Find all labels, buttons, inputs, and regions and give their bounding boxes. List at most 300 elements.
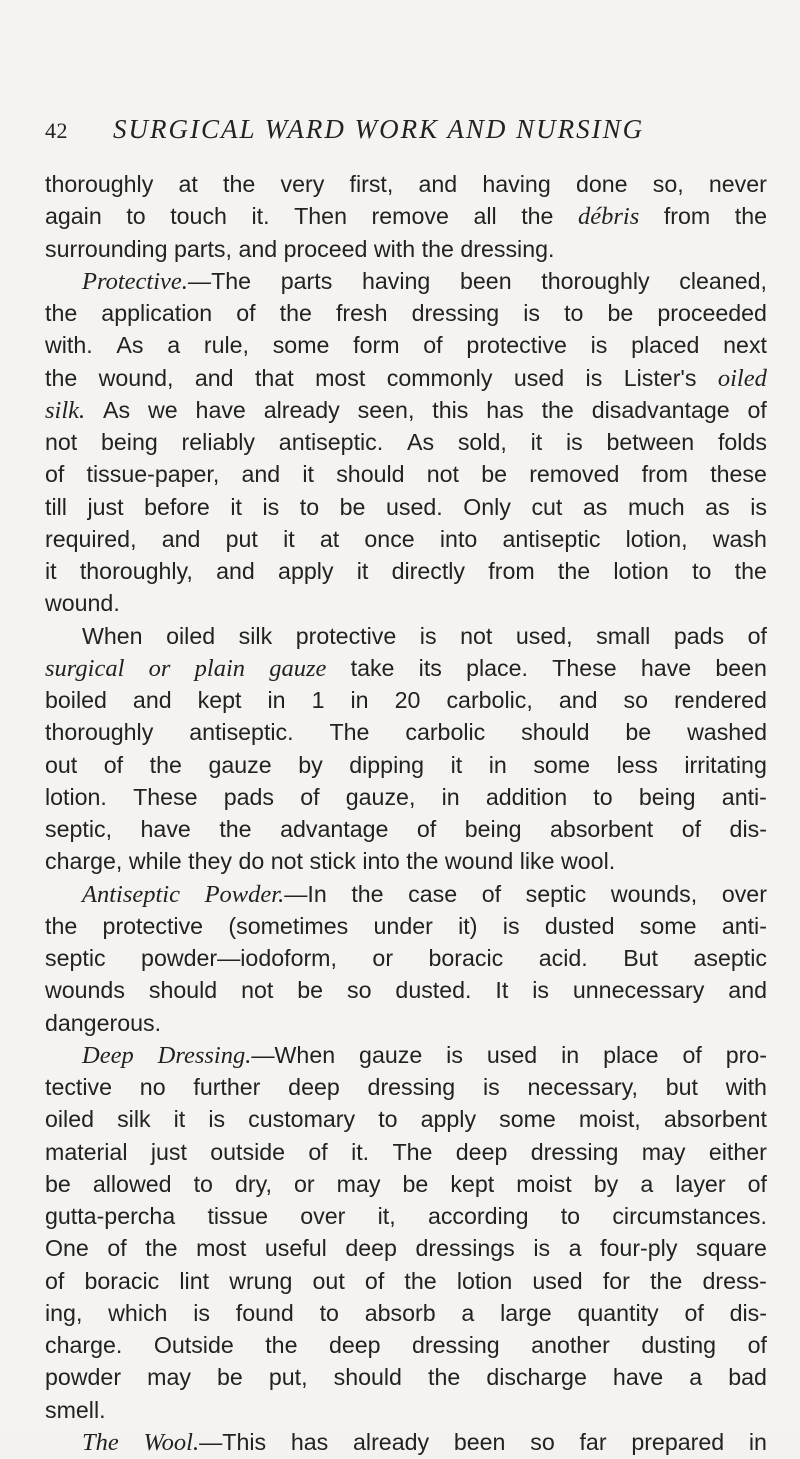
word-part: to	[193, 1170, 213, 1197]
word-part: dangerous.	[45, 1009, 162, 1036]
word	[722, 781, 767, 813]
word-part: used	[513, 364, 565, 391]
word-part: just	[87, 493, 124, 520]
word	[116, 329, 143, 361]
word	[486, 394, 523, 426]
word	[463, 491, 511, 523]
word	[144, 1426, 267, 1458]
word	[224, 781, 274, 813]
word	[45, 813, 112, 845]
word	[692, 555, 711, 587]
word-part: and	[194, 364, 234, 391]
word-part: a	[640, 1170, 654, 1197]
word-part: dis-	[729, 816, 767, 842]
word-part: these	[710, 461, 767, 488]
word	[312, 684, 325, 716]
word-part: necessary,	[527, 1074, 638, 1100]
word-part: It	[495, 977, 509, 1004]
word-part: very	[280, 171, 325, 197]
word	[378, 1103, 397, 1135]
word-part: it	[450, 751, 463, 778]
text-line	[45, 587, 767, 619]
word-part: should	[333, 1364, 402, 1391]
word-part: the	[734, 203, 767, 230]
word	[735, 200, 767, 232]
word	[268, 684, 286, 716]
word-part: while	[128, 848, 182, 875]
word-part: These	[552, 654, 617, 681]
word	[208, 1103, 225, 1135]
word	[320, 1297, 339, 1329]
word	[198, 684, 242, 716]
word-part: dusted.	[395, 977, 472, 1004]
word-part: the	[149, 751, 182, 778]
italic-text: gauze	[269, 654, 327, 682]
word-part: used,	[515, 622, 573, 649]
word	[710, 458, 767, 490]
word-part: customary	[248, 1106, 356, 1133]
text-line	[45, 781, 767, 813]
word-part: dressings	[415, 1235, 515, 1262]
word	[650, 1265, 682, 1297]
word	[45, 297, 77, 329]
word-part: wound.	[45, 590, 120, 617]
word-part: being	[101, 429, 158, 455]
word-part: further	[193, 1074, 261, 1100]
word	[362, 265, 430, 297]
word-part: again	[45, 203, 102, 230]
word	[427, 458, 459, 490]
word-part: dressing	[412, 1332, 500, 1358]
text-line	[45, 1039, 767, 1071]
word	[80, 555, 193, 587]
word-part: the	[45, 300, 78, 326]
word	[684, 1297, 703, 1329]
word-part: at	[178, 171, 198, 197]
word-part: kept	[197, 687, 242, 713]
word	[613, 1361, 663, 1393]
word-part: As	[406, 429, 435, 455]
word-part: circumstances.	[612, 1203, 767, 1229]
word-part: to	[593, 783, 613, 810]
word-part: it	[230, 493, 242, 520]
word	[486, 1361, 587, 1393]
word-part: in	[488, 751, 507, 778]
word-part: out	[312, 1267, 345, 1294]
word-part: of	[308, 1138, 328, 1165]
word	[353, 329, 399, 361]
word-part: is	[208, 1106, 226, 1133]
word	[350, 168, 394, 200]
word-part: and	[418, 171, 458, 197]
word	[368, 1071, 456, 1103]
body-text	[45, 168, 767, 1458]
word	[406, 845, 438, 877]
word	[483, 1071, 500, 1103]
word-part: according	[427, 1203, 529, 1229]
word	[281, 265, 333, 297]
word-part: is	[590, 332, 608, 359]
word-part: a	[568, 1235, 582, 1262]
word-part: wrung	[229, 1267, 293, 1294]
word	[45, 329, 93, 361]
word	[374, 910, 433, 942]
word	[279, 426, 383, 458]
word-part: having	[482, 171, 551, 197]
word	[499, 1103, 556, 1135]
word	[269, 1361, 308, 1393]
word-part: —The	[187, 267, 252, 294]
word-part: a	[461, 1299, 475, 1326]
word	[345, 1232, 397, 1264]
word-part: it	[45, 558, 57, 584]
word-part: it,	[377, 1203, 396, 1229]
word	[374, 233, 415, 265]
word	[664, 1103, 767, 1135]
word	[735, 555, 767, 587]
word	[133, 781, 197, 813]
word	[166, 620, 215, 652]
word	[359, 1039, 422, 1071]
word-part: boracic	[84, 1267, 160, 1294]
word	[586, 362, 603, 394]
word	[722, 910, 767, 942]
word-part: thoroughly,	[79, 558, 193, 584]
word-part: lotion,	[625, 525, 688, 552]
word	[440, 523, 477, 555]
word	[748, 620, 767, 652]
text-line	[45, 265, 767, 297]
word-part: that	[254, 364, 294, 391]
word	[682, 813, 701, 845]
word	[531, 426, 543, 458]
word-part: of	[747, 1332, 767, 1358]
word	[45, 652, 124, 684]
word-part: in	[350, 687, 369, 713]
word-part: large	[500, 1299, 552, 1326]
word	[445, 845, 513, 877]
word	[730, 1297, 767, 1329]
word-part: protective	[102, 912, 204, 939]
word	[682, 1039, 701, 1071]
word	[625, 716, 651, 748]
italic-text: débris	[578, 203, 640, 231]
word	[45, 168, 153, 200]
word	[641, 1329, 716, 1361]
word	[728, 1361, 767, 1393]
word-part: material	[45, 1138, 128, 1165]
text-line	[45, 1426, 767, 1458]
word-part: of	[747, 622, 767, 649]
word	[674, 620, 724, 652]
word	[608, 297, 634, 329]
text-line	[45, 491, 767, 523]
word	[541, 265, 649, 297]
word	[129, 845, 182, 877]
word-part: it	[283, 525, 295, 552]
word	[583, 491, 608, 523]
word-part: absorb	[364, 1299, 436, 1326]
text-line	[45, 974, 767, 1006]
word	[624, 684, 649, 716]
word	[422, 233, 454, 265]
word	[45, 1007, 161, 1039]
word	[216, 555, 255, 587]
word	[531, 1329, 610, 1361]
word-part: done	[575, 171, 628, 197]
word-part: used.	[385, 493, 443, 520]
word	[404, 1265, 436, 1297]
word-part: folds	[717, 429, 767, 455]
word	[473, 200, 496, 232]
word	[193, 1297, 210, 1329]
word	[265, 1232, 327, 1264]
word-part: have	[612, 1364, 664, 1391]
word-part: under	[373, 912, 433, 939]
word-part: stick	[309, 848, 356, 875]
word	[353, 1426, 429, 1458]
text-line	[45, 1361, 767, 1393]
word	[45, 749, 77, 781]
word	[351, 684, 369, 716]
word	[657, 297, 767, 329]
word-part: When	[82, 622, 143, 649]
word-part: been	[453, 1428, 506, 1455]
word-part: from	[488, 558, 535, 584]
word	[208, 749, 271, 781]
text-line	[45, 426, 767, 458]
word	[358, 394, 415, 426]
word-part: be	[625, 719, 652, 746]
word	[718, 362, 767, 394]
word	[576, 168, 628, 200]
word	[419, 168, 458, 200]
word	[450, 1168, 494, 1200]
word	[294, 200, 347, 232]
word-part: directly	[391, 558, 466, 584]
word	[516, 1168, 571, 1200]
word-part: is	[262, 493, 280, 520]
text-line	[45, 845, 767, 877]
word-part: deep	[288, 1074, 340, 1100]
word	[628, 491, 685, 523]
word	[466, 329, 567, 361]
word-part: the	[557, 558, 591, 584]
italic-text: or	[148, 654, 171, 682]
word	[561, 1039, 579, 1071]
word-part: apply	[278, 558, 334, 584]
word-part: 20	[394, 687, 421, 713]
word	[308, 1136, 327, 1168]
word-part: touch	[170, 203, 227, 230]
word-part: to	[126, 203, 146, 230]
word-part: washed	[687, 719, 767, 746]
word	[300, 781, 319, 813]
word-part: wash	[712, 525, 767, 552]
word	[228, 910, 348, 942]
word	[713, 523, 767, 555]
word-part: deep	[328, 1332, 381, 1358]
word	[514, 362, 564, 394]
word	[687, 716, 767, 748]
word-part: it)	[458, 912, 478, 939]
word-part: not	[270, 848, 303, 875]
word	[466, 652, 528, 684]
word	[334, 1361, 402, 1393]
text-line	[45, 716, 767, 748]
text-line	[45, 168, 767, 200]
word	[313, 1265, 345, 1297]
word-part: wounds,	[610, 880, 698, 907]
word-part: having	[361, 267, 431, 294]
word-part: should	[336, 461, 405, 488]
word-part: been	[460, 267, 512, 294]
word	[217, 1361, 243, 1393]
word	[170, 200, 227, 232]
word-part: in	[441, 783, 460, 810]
word-part: rule,	[203, 332, 249, 359]
word	[748, 1329, 767, 1361]
word	[726, 1039, 767, 1071]
word-part: reliably	[181, 429, 256, 455]
word-part: smell.	[45, 1396, 106, 1423]
word-part: discharge	[486, 1364, 587, 1391]
word-part: is	[193, 1299, 210, 1326]
word-part: parts	[280, 267, 333, 294]
word	[748, 394, 767, 426]
word	[412, 1329, 500, 1361]
italic-text: plain	[194, 654, 246, 682]
word	[613, 555, 668, 587]
word	[623, 942, 658, 974]
word-part: gutta-percha	[45, 1203, 176, 1229]
word	[460, 620, 492, 652]
word-part: pads	[673, 622, 725, 649]
word-part: and	[241, 461, 281, 488]
text-line	[45, 523, 767, 555]
word	[689, 1361, 702, 1393]
word-part: dressing	[411, 300, 500, 326]
word-part: may	[147, 1364, 191, 1391]
word	[723, 329, 767, 361]
word-part: be	[297, 977, 324, 1004]
word	[162, 523, 201, 555]
word-part: lotion.	[45, 783, 107, 810]
word-part: the	[428, 1364, 461, 1391]
text-line	[45, 1103, 767, 1135]
text-line	[45, 362, 767, 394]
word-part: square	[695, 1235, 767, 1262]
word-part: of	[423, 332, 443, 359]
word-part: to	[560, 1203, 581, 1229]
word	[346, 781, 416, 813]
word	[283, 523, 295, 555]
word-part: most	[196, 1235, 247, 1262]
word-part: Lister's	[623, 364, 697, 391]
word-part: the	[265, 1332, 298, 1358]
word	[503, 910, 520, 942]
word	[248, 1103, 355, 1135]
word-part: we	[148, 396, 178, 423]
word-part: wounds	[45, 977, 125, 1004]
word-part: put,	[268, 1364, 308, 1391]
word-part: to	[378, 1106, 398, 1133]
word-part: and	[161, 525, 201, 552]
text-line	[45, 1297, 767, 1329]
word	[141, 942, 337, 974]
word	[99, 362, 174, 394]
word-part: antiseptic	[502, 525, 601, 552]
word-part: thoroughly	[45, 171, 154, 197]
word-part: be	[607, 300, 634, 326]
word	[593, 781, 612, 813]
word-part: gauze,	[345, 783, 416, 810]
word-part: septic,	[45, 816, 113, 842]
word	[539, 942, 588, 974]
word-part: carbolic	[405, 719, 486, 746]
word-part: not	[426, 461, 459, 488]
word	[488, 555, 534, 587]
word	[458, 426, 507, 458]
word	[577, 1297, 658, 1329]
word	[378, 1200, 396, 1232]
word	[45, 233, 167, 265]
word-part: disadvantage	[591, 396, 730, 423]
word	[412, 297, 500, 329]
word	[642, 1136, 686, 1168]
word-part: of	[236, 300, 256, 326]
word	[705, 491, 730, 523]
word	[219, 813, 251, 845]
word-part: bad	[728, 1364, 767, 1391]
word	[45, 716, 153, 748]
word-part: not	[45, 429, 78, 455]
word	[666, 1071, 698, 1103]
word	[607, 426, 695, 458]
word	[194, 1168, 213, 1200]
text-line	[45, 1329, 767, 1361]
word	[579, 1426, 606, 1458]
word	[532, 974, 549, 1006]
word	[45, 910, 77, 942]
word-part: place	[603, 1041, 659, 1068]
text-line	[45, 878, 767, 910]
word	[193, 1071, 260, 1103]
word	[82, 878, 180, 910]
word	[302, 458, 314, 490]
word	[675, 1168, 725, 1200]
word-part: One	[45, 1235, 89, 1262]
word	[709, 168, 767, 200]
text-line	[45, 652, 767, 684]
word-part: remove	[371, 203, 449, 230]
word	[45, 426, 77, 458]
word	[252, 200, 270, 232]
word	[728, 974, 767, 1006]
word-part: dressing	[367, 1074, 456, 1100]
word-part: of	[300, 783, 320, 810]
word-part: should	[148, 977, 218, 1004]
word-part: charge,	[45, 848, 123, 875]
word	[564, 297, 583, 329]
word-part: anti-	[721, 912, 767, 939]
word	[45, 684, 107, 716]
word	[603, 1039, 658, 1071]
word-part: moist,	[578, 1106, 641, 1133]
word-part: boracic	[428, 945, 504, 971]
word-part: allowed	[92, 1170, 172, 1197]
word-part: in	[748, 1428, 767, 1455]
